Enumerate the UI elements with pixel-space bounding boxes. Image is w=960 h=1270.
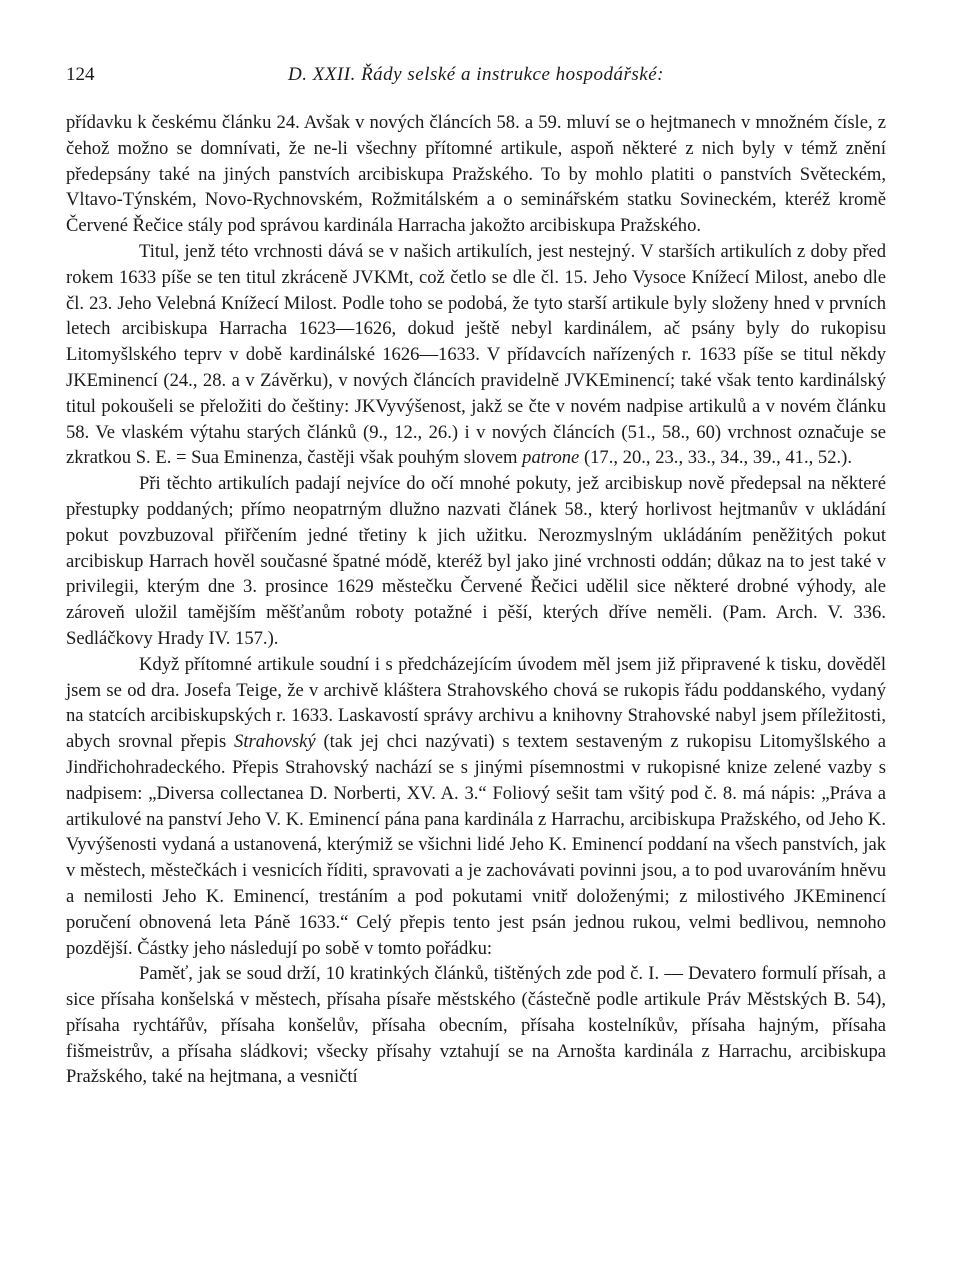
text-segment: (tak jej chci nazývati) s textem sestaveným z rukopisu Litomyšlského a Jindřichohradeckého. Přepis Strahovský nachází se s jinými písemnostmi v rukopisné knize zelené vazby s nadpisem: „Diversa collectanea D. Norberti, XV. A. 3.“ Foliový sešit tam všitý pod č. 8. má nápis: „Práva a artikulové na panství Jeho V. K. Eminencí pána pana kardinála z Harrachu, arcibiskupa Pražského, od Jeho K. Vyvýšenosti vydaná a ustanovená, kterýmiž se všichni lidé Jeho K. Eminencí poddaní na všech panstvích, jak v městech, městečkách i vesnicích říditi, spravovati a je zachovávati povinni jsou, a to pod uvarováním hněvu a nemilosti Jeho K. Eminencí, trestáním a pod pokutami vnitř doloženými; z milostivého JKEminencí poručení obnovená leta Páně 1633.“ Celý přepis tento jest psán jednou rukou, velmi bedlivou, nemnoho pozdější. Částky jeho následují po sobě v tomto pořádku:: [66, 731, 886, 959]
paragraph: [66, 961, 886, 1090]
body-text: [66, 110, 886, 1090]
paragraph: [66, 471, 886, 652]
italic-term: patrone: [522, 447, 580, 469]
text-segment: přídavku k českému článku 24. Avšak v nových článcích 58. a 59. mluví se o hejtmanech v množném čísle, z čehož možno se domnívati, že ne-li všechny přítomné artikule, aspoň některé z nich byly v témž znění předepsány také na jiných panstvích arcibiskupa Pražského. To by mohlo platiti o panstvích Světeckém, Vltavo-Týnském, Novo-Rychnovském, Rožmitálském a o seminářském statku Sovineckém, kteréž kromě Červené Řečice stály pod správou kardinála Harracha jakožto arcibiskupa Pražského.: [66, 112, 886, 237]
page-header: [66, 60, 886, 96]
italic-term: Strahovský: [234, 731, 316, 753]
text-segment: Při těchto artikulích padají nejvíce do očí mnohé pokuty, jež arcibiskup nově předepsal na některé přestupky poddaných; přímo neopatrným dlužno nazvati článek 58., který horlivost hejtmanův v ukládání pokut povzbuzoval přiřčením jedné třetiny k jich užitku. Nerozmyslným ukládáním peněžitých pokut arcibiskup Harrach hověl současné špatné módě, kteréž byl jako jiné vrchnosti oddán; důkaz na to jest také v privilegii, kterým dne 3. prosince 1629 městečku Červené Řečici udělil sice některé drobné výhody, ale zároveň uložil tamějším měšťanům roboty potažné i pěší, kterých dříve neměli. (Pam. Arch. V. 336. Sedláčkovy Hrady IV. 157.).: [66, 473, 886, 649]
text-segment: (17., 20., 23., 33., 34., 39., 41., 52.).: [579, 447, 852, 469]
text-segment: Když přítomné artikule soudní i s předcházejícím úvodem měl jsem již připravené k tisku, dověděl jsem se od dra. Josefa Teige, že v archivě kláštera Strahovského chová se rukopis řádu poddanského, vydaný na statcích arcibiskupských r. 1633. Laskavostí správy archivu a knihovny Strahovské nabyl jsem příležitosti, abych srovnal přepis: [66, 653, 886, 753]
paragraph: [66, 110, 886, 239]
document-page: [66, 60, 886, 1090]
paragraph: [66, 239, 886, 471]
text-segment: Paměť, jak se soud drží, 10 kratinkých článků, tištěných zde pod č. I. — Devatero formulí přísah, a sice přísaha konšelská v městech, přísaha písaře městského (částečně podle artikule Práv Městských B. 54), přísaha rychtářův, přísaha konšelův, přísaha obecním, přísaha kostelníkův, přísaha hajným, přísaha fišmeistrův, a přísaha sládkovi; všecky přísahy vztahují se na Arnošta kardinála z Harrachu, arcibiskupa Pražského, také na hejtmana, a vesničtí: [66, 963, 886, 1088]
page-number: 124: [66, 64, 95, 85]
paragraph: [66, 652, 886, 962]
text-segment: Titul, jenž této vrchnosti dává se v našich artikulích, jest nestejný. V starších artikulích z doby před rokem 1633 píše se ten titul zkráceně JVKMt, což četlo se dle čl. 15. Jeho Vysoce Knížecí Milost, anebo dle čl. 23. Jeho Velebná Knížecí Milost. Podle toho se podobá, že tyto starší artikule byly složeny hned v prvních letech arcibiskupa Harracha 1623—1626, dokud ještě nebyl kardinálem, ač psány byly do rukopisu Litomyšlského teprv v době kardinálské 1626—1633. V přídavcích nařízených r. 1633 píše se titul někdy JKEminencí (24., 28. a v Závěrku), v nových článcích pravidelně JVKEminencí; také však tento kardinálský titul pokoušeli se přeložiti do češtiny: JKVyvýšenost, jakž se čte v novém nadpise artikulů a v novém článku 58. Ve vlaském výtahu starých článků (9., 12., 26.) i v nových článcích (51., 58., 60) vrchnost označuje se zkratkou S. E. = Sua Eminenza, častěji však pouhým slovem: [66, 240, 886, 469]
running-title: D. XXII. Řády selské a instrukce hospodářské:: [287, 64, 664, 85]
